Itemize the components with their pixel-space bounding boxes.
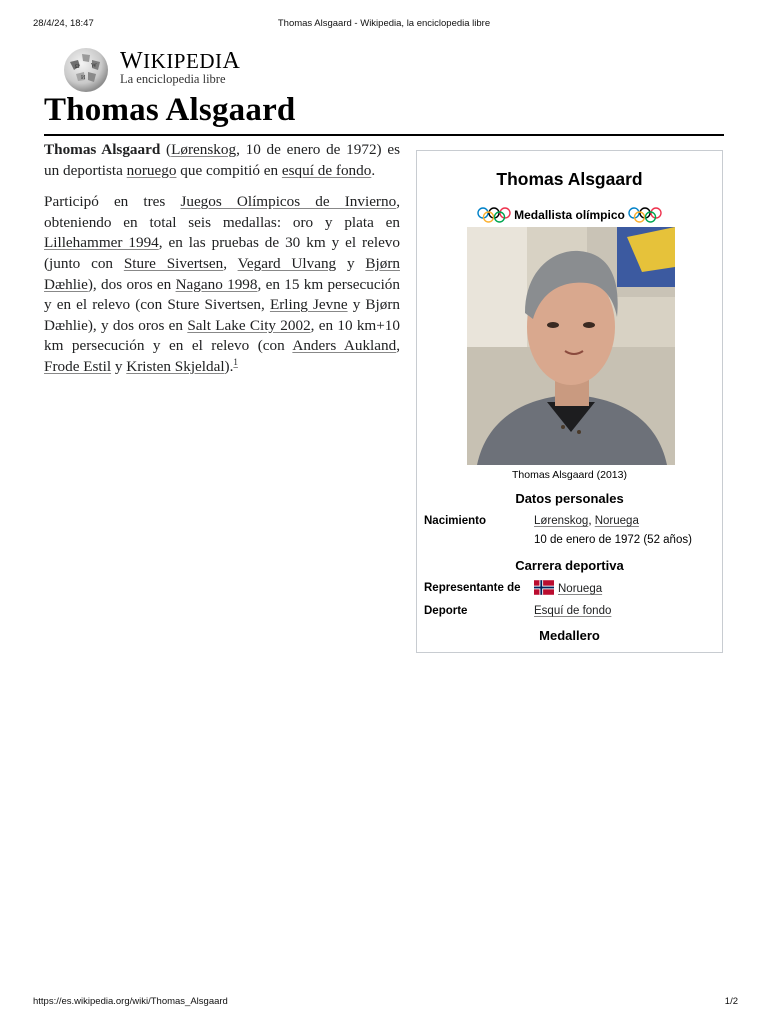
link-vegard-ulvang[interactable]: Vegard Ulvang [237, 254, 337, 272]
olympic-rings-icon [628, 207, 662, 223]
article-body [44, 140, 400, 389]
link-lorenskog[interactable]: Lørenskog [171, 141, 237, 158]
print-page-title: Thomas Alsgaard - Wikipedia, la enciclopedia libre [277, 18, 491, 29]
link-erling-jevne[interactable]: Erling Jevne [269, 296, 348, 314]
wikipedia-wordmark: WIKIPEDIA [120, 48, 241, 74]
link-birth-country[interactable]: Noruega [594, 515, 639, 527]
represents-value [534, 580, 602, 595]
wikipedia-globe-icon [62, 46, 110, 94]
link-birth-place[interactable]: Lørenskog [534, 515, 589, 527]
section-medallero[interactable]: Medallero [539, 628, 600, 643]
link-esqui-de-fondo[interactable]: esquí de fondo [281, 161, 372, 179]
norway-flag-icon [534, 580, 554, 595]
print-url: https://es.wikipedia.org/wiki/Thomas_Alsgaard [33, 996, 228, 1007]
subject-name: Thomas Alsgaard [44, 141, 161, 158]
birth-date-value: 10 de enero de 1972 (52 años) [534, 534, 692, 546]
link-salt-lake-city-2002[interactable]: Salt Lake City 2002 [187, 316, 311, 334]
infobox [416, 150, 723, 653]
link-juegos-olimpicos[interactable]: Juegos Olímpicos de Invierno [180, 193, 397, 211]
olympic-rings-icon [477, 207, 511, 223]
link-nagano-1998[interactable]: Nagano 1998 [175, 275, 258, 293]
title-divider [44, 134, 724, 136]
svg-text:Ω: Ω [75, 64, 80, 70]
link-sture-sivertsen[interactable]: Sture Sivertsen [123, 254, 224, 272]
photo-caption: Thomas Alsgaard (2013) [512, 469, 627, 481]
link-sport[interactable]: Esquí de fondo [534, 605, 612, 617]
infobox-title: Thomas Alsgaard [496, 169, 643, 189]
article-paragraph-1: Thomas Alsgaard (Lørenskog, 10 de enero de 1972) es un deportista noruego que compitió en esquí de fondo. [44, 141, 400, 179]
link-lillehammer-1994[interactable]: Lillehammer 1994 [44, 234, 159, 252]
print-page-number: 1/2 [724, 996, 738, 1007]
reference-link[interactable]: 1 [233, 356, 238, 367]
section-carrera-deportiva: Carrera deportiva [515, 558, 624, 573]
sport-value [534, 605, 611, 617]
link-kristen-skjeldal[interactable]: Kristen Skjeldal [126, 357, 225, 375]
article-paragraph-2: Participó en tres Juegos Olímpicos de Invierno, obteniendo en total seis medallas: oro y plata en Lillehammer 1994, en las pruebas de 30 km y el relevo (junto con Sture Sivertsen, Vegard Ulvang y Bjørn Dæhlie), dos oros en Nagano 1998, en 15 km persecución y en el relevo (con Sture Sivertsen, Erling Jevne y Bjørn Dæhlie), y dos oros en Salt Lake City 2002, en 10 km+10 km persecución y en el relevo (con Anders Aukland, Frode Estil y Kristen Skjeldal).$^1$ [44, 193, 400, 375]
athlete-photo[interactable] [467, 227, 675, 465]
page-title: Thomas Alsgaard [44, 92, 296, 128]
print-datetime: 28/4/24, 18:47 [33, 18, 94, 29]
svg-text:И: И [81, 75, 86, 81]
represents-label: Representante de [424, 582, 521, 594]
section-datos-personales: Datos personales [515, 491, 624, 506]
wikipedia-logo[interactable] [62, 44, 242, 94]
wikipedia-tagline: La enciclopedia libre [120, 72, 226, 86]
sport-label: Deporte [424, 605, 468, 617]
link-represents-country[interactable]: Noruega [558, 583, 603, 595]
infobox-medalist: Medallista olímpico [417, 207, 722, 223]
birth-label: Nacimiento [424, 515, 486, 527]
birth-place-value: Lørenskog, Noruega [534, 515, 639, 527]
link-anders-aukland[interactable]: Anders Aukland [292, 337, 397, 355]
link-noruego[interactable]: noruego [126, 161, 177, 179]
portrait-image [467, 227, 675, 465]
link-bjorn-daehlie[interactable]: Bjørn Dæhlie [44, 254, 400, 293]
svg-text:W: W [91, 63, 97, 69]
link-frode-estil[interactable]: Frode Estil [44, 357, 112, 375]
